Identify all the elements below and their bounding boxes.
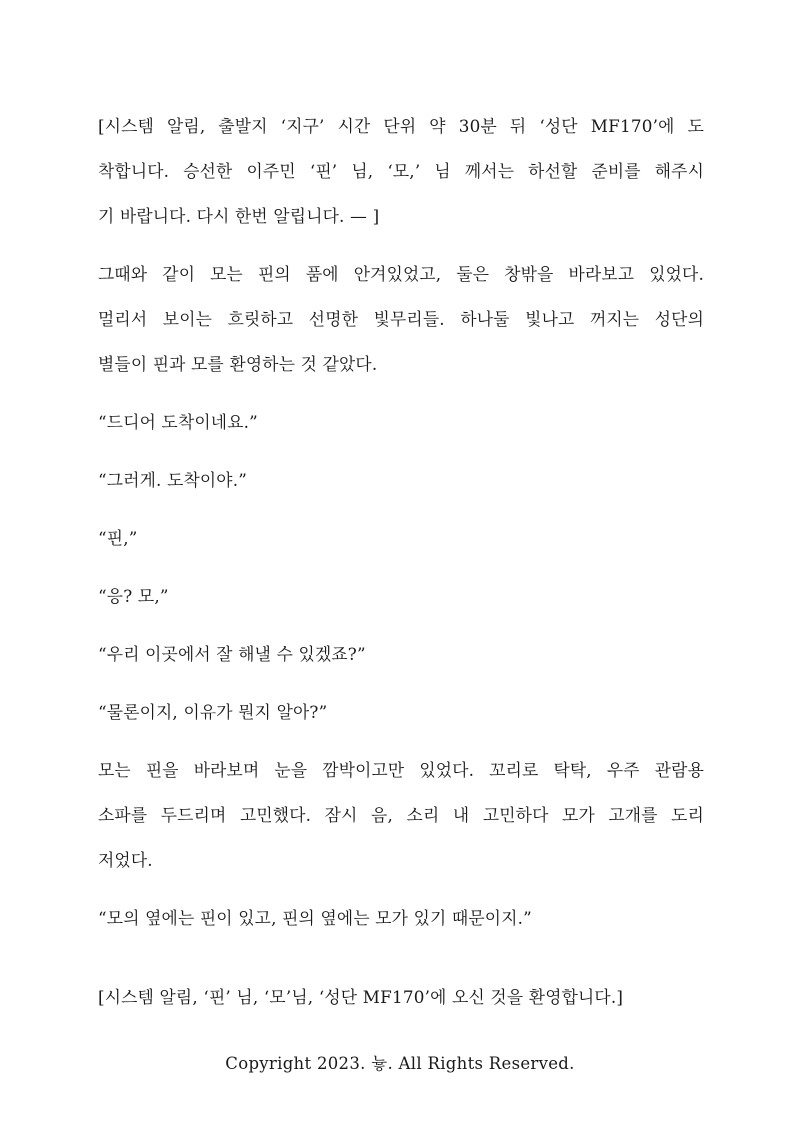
notice-line: 기 바랍니다. 다시 한번 알립니다. — ] bbox=[98, 206, 380, 226]
notice-line: 착합니다. 승선한 이주민 ‘핀’ 님, ‘모,’ 님 께서는 하선할 준비를 해주시 bbox=[98, 161, 704, 181]
dialogue-line bbox=[98, 690, 704, 735]
story-body bbox=[98, 104, 704, 954]
dialogue-text: “우리 이곳에서 잘 해낼 수 있겠죠?” bbox=[98, 644, 366, 664]
copyright-notice: Copyright 2023. 늏. All Rights Reserved. bbox=[225, 1054, 575, 1073]
dialogue-text: “응? 모,” bbox=[98, 586, 169, 606]
narration-line: 모는 핀을 바라보며 눈을 깜박이고만 있었다. 꼬리로 탁탁, 우주 관람용 bbox=[98, 760, 704, 780]
dialogue-line bbox=[98, 458, 704, 503]
dialogue-text: “드디어 도착이네요.” bbox=[98, 412, 258, 432]
narration-line: 멀리서 보이는 흐릿하고 선명한 빛무리들. 하나둘 빛나고 꺼지는 성단의 bbox=[98, 309, 704, 329]
narration-line: 저었다. bbox=[98, 850, 153, 870]
dialogue-line bbox=[98, 896, 704, 941]
narration-paragraph bbox=[98, 748, 704, 883]
dialogue-line bbox=[98, 574, 704, 619]
system-notice-welcome: [시스템 알림, ‘핀’ 님, ‘모’님, ‘성단 MF170’에 오신 것을 환영합니다.] bbox=[98, 987, 624, 1007]
dialogue-line bbox=[98, 632, 704, 677]
narration-line: 소파를 두드리며 고민했다. 잠시 음, 소리 내 고민하다 모가 고개를 도리 bbox=[98, 805, 704, 825]
narration-paragraph bbox=[98, 252, 704, 387]
narration-line: 그때와 같이 모는 핀의 품에 안겨있었고, 둘은 창밖을 바라보고 있었다. bbox=[98, 264, 704, 284]
system-notice-arrival bbox=[98, 104, 704, 239]
notice-line: [시스템 알림, 출발지 ‘지구’ 시간 단위 약 30분 뒤 ‘성단 MF170’에 도 bbox=[98, 116, 704, 136]
dialogue-text: “모의 옆에는 핀이 있고, 핀의 옆에는 모가 있기 때문이지.” bbox=[98, 908, 532, 928]
dialogue-text: “물론이지, 이유가 뭔지 알아?” bbox=[98, 702, 328, 722]
dialogue-line bbox=[98, 400, 704, 445]
narration-line: 별들이 핀과 모를 환영하는 것 같았다. bbox=[98, 354, 378, 374]
dialogue-text: “핀,” bbox=[98, 528, 138, 548]
dialogue-line bbox=[98, 516, 704, 561]
dialogue-text: “그러게. 도착이야.” bbox=[98, 470, 248, 490]
